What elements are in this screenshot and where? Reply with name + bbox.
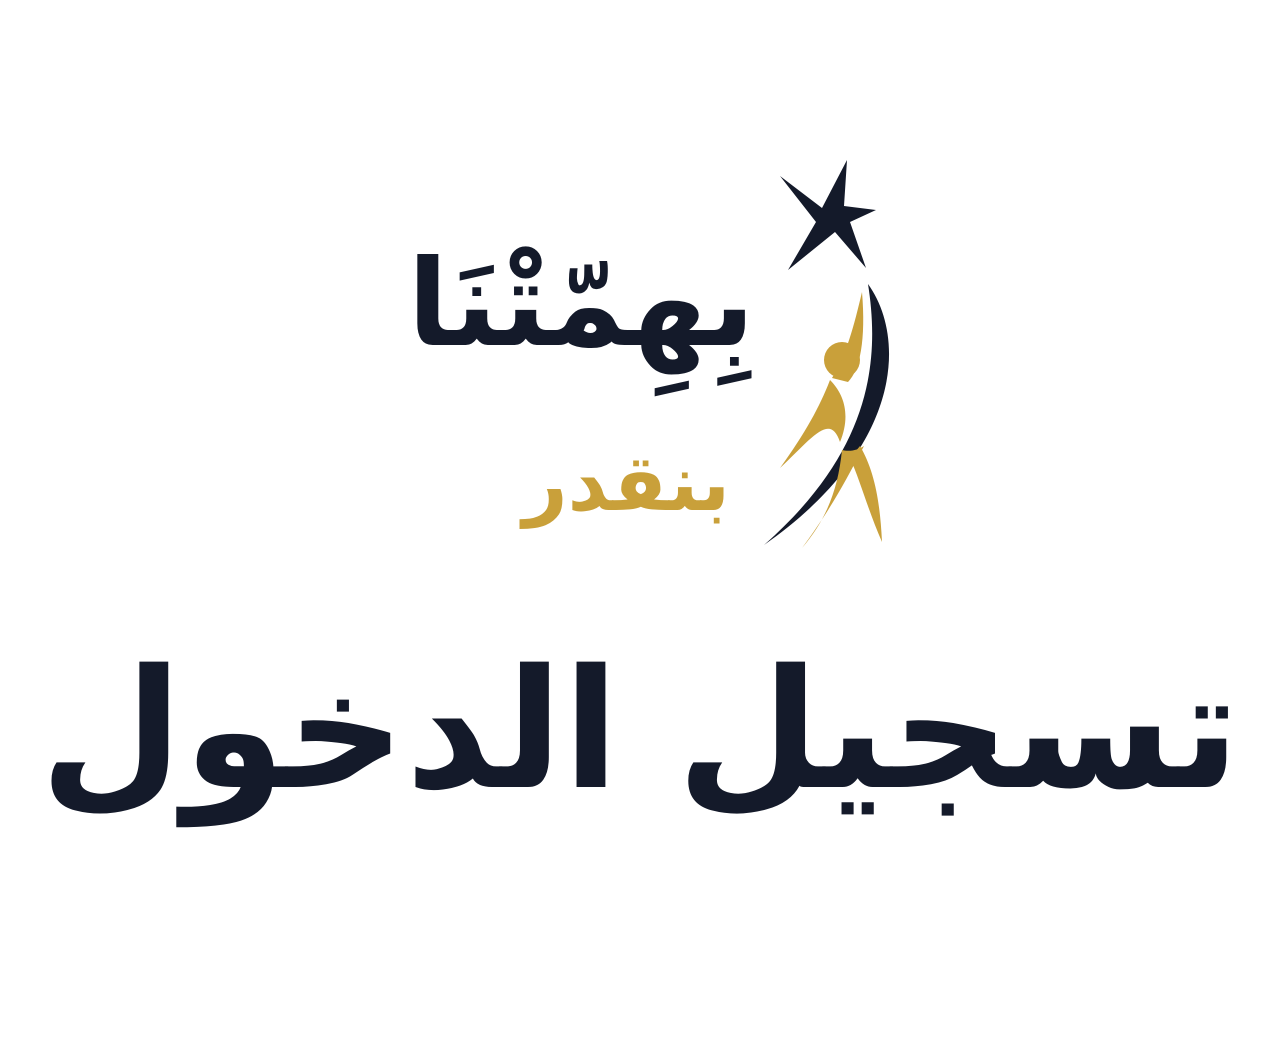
brand-logo <box>360 150 920 560</box>
login-button[interactable]: تسجيل الدخول <box>39 634 1241 826</box>
star-icon <box>780 160 876 270</box>
brand-name-primary: بِهِمّتْنَا <box>407 235 755 374</box>
brand-name-secondary: بنقدر <box>522 439 730 529</box>
